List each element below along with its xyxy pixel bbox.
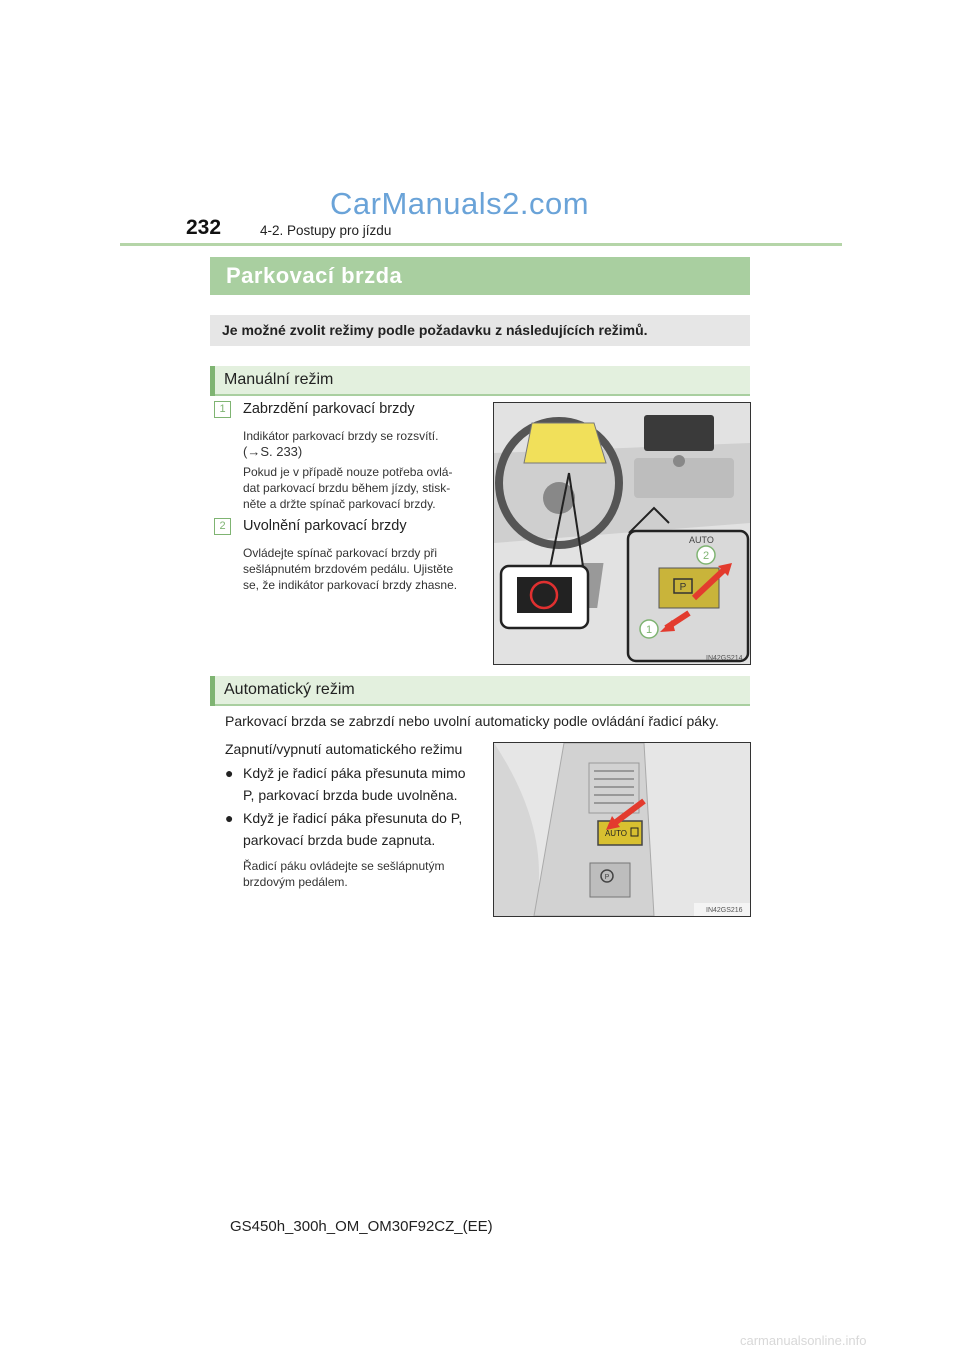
auto-mode-description: Parkovací brzda se zabrzdí nebo uvolní automaticky podle ovládání řadicí páky. (225, 713, 719, 729)
auto-toggle-title: Zapnutí/vypnutí automatického režimu (225, 741, 463, 757)
step-label-1: Zabrzdění parkovací brzdy (243, 401, 415, 417)
dashboard-drawing (494, 403, 750, 664)
callout-2: 2 (702, 550, 710, 562)
heading-accent (210, 366, 215, 396)
console-drawing (494, 743, 750, 916)
step-2-line-3: se, že indikátor parkovací brzdy zhasne. (243, 578, 458, 592)
image-code-1: IN42GS214 (706, 655, 743, 662)
bullet-1-line-1: Když je řadicí páka přesunuta mimo (243, 765, 466, 781)
step-2-line-1: Ovládejte spínač parkovací brzdy při (243, 546, 438, 560)
note-line-1: Řadicí páku ovládejte se sešlápnutým (243, 859, 445, 873)
manual-mode-heading-bar (210, 366, 750, 396)
step-2-line-2: sešlápnutém brzdovém pedálu. Ujistěte (243, 562, 454, 576)
auto-mode-heading: Automatický režim (224, 681, 355, 698)
step-1-line-4: dat parkovací brzdu během jízdy, stisk- (243, 481, 451, 495)
auto-mode-heading-bar (210, 676, 750, 706)
auto-switch-label: AUTO (689, 535, 714, 545)
intro-box (210, 315, 750, 346)
bullet-2-line-2: parkovací brzda bude zapnuta. (243, 832, 436, 848)
step-1-line-5: něte a držte spínač parkovací brzdy. (243, 497, 436, 511)
bullet-2-line-1: Když je řadicí páka přesunuta do P, (243, 810, 463, 826)
step-1-page-ref[interactable]: (→S. 233) (243, 444, 303, 459)
page-title-bar (210, 257, 750, 295)
header-rule (120, 243, 842, 246)
watermark-bottom[interactable]: carmanualsonline.info (740, 1333, 867, 1348)
step-1-line-1: Indikátor parkovací brzdy se rozsvítí. (243, 429, 439, 443)
auto-button-label: AUTO (604, 829, 628, 838)
manual-mode-heading: Manuální režim (224, 371, 334, 388)
step-1-line-3: Pokud je v případě nouze potřeba ovlá- (243, 465, 453, 479)
heading-accent (210, 676, 215, 706)
step-number-1: 1 (214, 401, 231, 418)
watermark-top[interactable]: CarManuals2.com (330, 186, 590, 221)
bullet-1-line-2: P, parkovací brzda bude uvolněna. (243, 787, 458, 803)
section-title: 4-2. Postupy pro jízdu (260, 223, 392, 238)
footer-model-code: GS450h_300h_OM_OM30F92CZ_(EE) (230, 1218, 493, 1235)
step-label-2: Uvolnění parkovací brzdy (243, 518, 407, 534)
intro-text: Je možné zvolit režimy podle požadavku z následujících režimů. (222, 322, 648, 338)
bullet-icon: ● (225, 810, 234, 826)
page-title: Parkovací brzda (226, 263, 403, 288)
dashboard-illustration (493, 402, 751, 665)
step-number-2: 2 (214, 518, 231, 535)
image-code-2: IN42GS216 (706, 907, 743, 914)
console-p-symbol: P (604, 874, 610, 881)
inset-p-symbol: P (679, 582, 687, 593)
bullet-icon: ● (225, 765, 234, 781)
note-line-2: brzdovým pedálem. (243, 875, 348, 889)
page-number: 232 (186, 216, 222, 239)
console-illustration (493, 742, 751, 917)
callout-1: 1 (645, 624, 653, 636)
